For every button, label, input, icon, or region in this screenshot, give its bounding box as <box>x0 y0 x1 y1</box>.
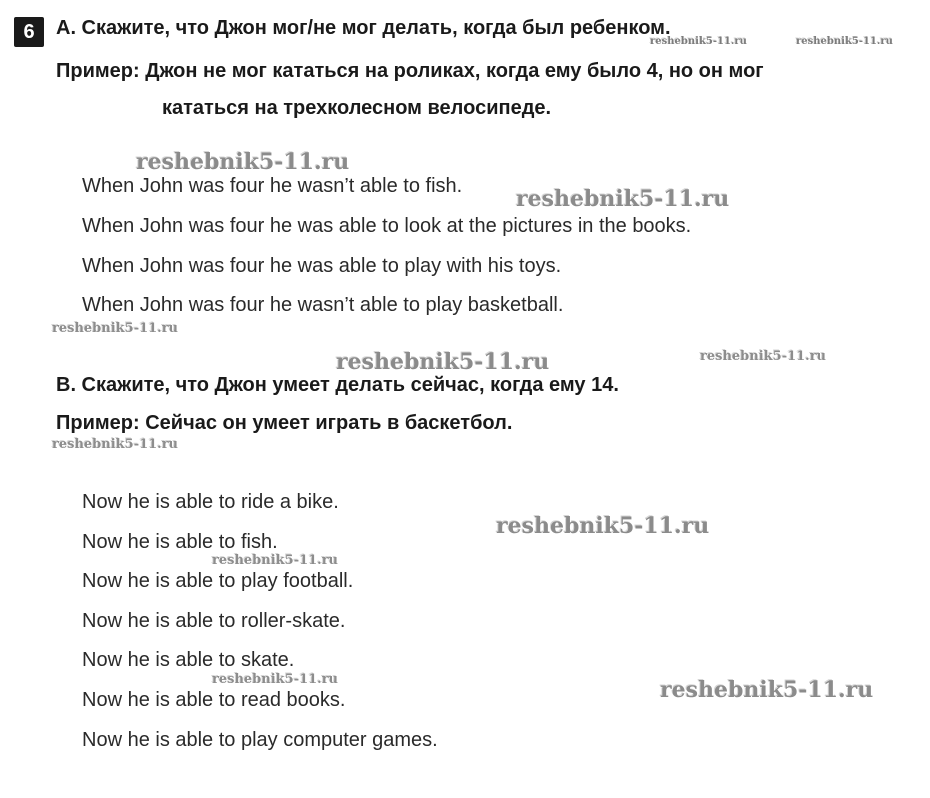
part-b-answer: Now he is able to play football. <box>82 570 354 592</box>
watermark: reshebnik5-11.ru <box>336 349 550 375</box>
part-a-instruction: A. Скажите, что Джон мог/не мог делать, когда был ребенком. <box>56 17 671 39</box>
watermark: reshebnik5-11.ru <box>212 553 339 568</box>
watermark: reshebnik5-11.ru <box>700 349 827 364</box>
part-a-example-line2: кататься на трехколесном велосипеде. <box>162 97 552 119</box>
watermark: reshebnik5-11.ru <box>650 36 747 47</box>
watermark: reshebnik5-11.ru <box>796 36 893 47</box>
watermark: reshebnik5-11.ru <box>212 672 339 687</box>
part-b-answer: Now he is able to read books. <box>82 689 346 711</box>
watermark: reshebnik5-11.ru <box>496 513 710 539</box>
part-a-answer: When John was four he wasn’t able to fish. <box>82 175 463 197</box>
watermark: reshebnik5-11.ru <box>52 437 179 452</box>
watermark: reshebnik5-11.ru <box>660 677 874 703</box>
watermark: reshebnik5-11.ru <box>136 149 350 175</box>
part-b-answer: Now he is able to skate. <box>82 649 295 671</box>
part-b-answer: Now he is able to roller-skate. <box>82 610 346 632</box>
watermark: reshebnik5-11.ru <box>52 321 179 336</box>
part-b-instruction: B. Скажите, что Джон умеет делать сейчас, когда ему 14. <box>56 374 619 396</box>
part-a-answer: When John was four he was able to play with his toys. <box>82 255 562 277</box>
part-a-answer: When John was four he wasn’t able to play basketball. <box>82 294 564 316</box>
part-b-answer: Now he is able to fish. <box>82 531 278 553</box>
watermark: reshebnik5-11.ru <box>516 186 730 212</box>
part-a-example-line1: Пример: Джон не мог кататься на роликах, когда ему было 4, но он мог <box>56 60 764 82</box>
part-a-answer: When John was four he was able to look at the pictures in the books. <box>82 215 692 237</box>
exercise-number-badge: 6 <box>14 17 44 47</box>
part-b-example: Пример: Сейчас он умеет играть в баскетбол. <box>56 412 513 434</box>
part-b-answer: Now he is able to play computer games. <box>82 729 438 751</box>
part-b-answer: Now he is able to ride a bike. <box>82 491 339 513</box>
